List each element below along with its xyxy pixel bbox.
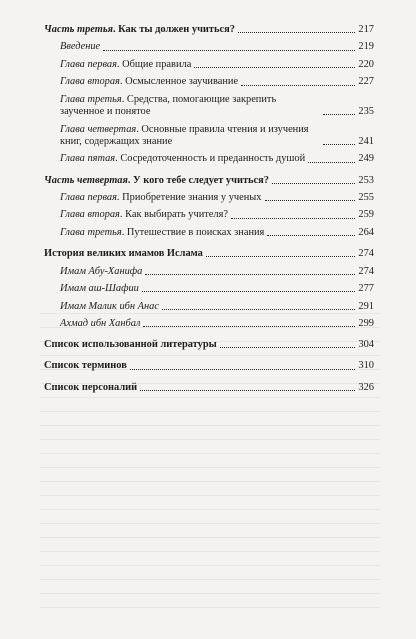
toc-entry-chapter[interactable] bbox=[44, 227, 374, 239]
toc-entry-imam[interactable] bbox=[44, 318, 374, 330]
toc-entry-imam[interactable] bbox=[44, 301, 374, 313]
dot-leader bbox=[206, 256, 356, 257]
toc-page: 253 bbox=[358, 174, 374, 186]
toc-page: 274 bbox=[358, 248, 374, 260]
dot-leader bbox=[267, 235, 355, 236]
toc-prefix: Список персоналий bbox=[44, 381, 138, 393]
dot-leader bbox=[143, 326, 355, 327]
toc-prefix: Список терминов bbox=[44, 360, 127, 372]
toc-page: 291 bbox=[358, 300, 374, 312]
toc-entry-imam[interactable] bbox=[44, 283, 374, 295]
toc-entry-persons[interactable] bbox=[44, 382, 374, 394]
toc-entry-part-four[interactable] bbox=[44, 175, 374, 187]
toc-prefix: Имам Абу-Ханифа bbox=[60, 265, 143, 277]
toc-title: . Сосредоточенность и преданность душой bbox=[115, 153, 306, 165]
dot-leader bbox=[265, 200, 356, 201]
toc-entry-chapter[interactable] bbox=[44, 192, 374, 204]
dot-leader bbox=[140, 390, 355, 391]
toc-prefix: Глава третья bbox=[60, 93, 122, 105]
toc-entry-bibliography[interactable] bbox=[44, 339, 374, 351]
toc-entry-imams-history[interactable] bbox=[44, 248, 374, 260]
toc-entry-chapter[interactable] bbox=[44, 76, 374, 88]
toc-prefix: Имам Малик ибн Анас bbox=[60, 300, 159, 312]
toc-title: . Путешествие в поисках знания bbox=[121, 226, 265, 238]
toc-page: 304 bbox=[358, 339, 374, 351]
toc-prefix: Имам аш-Шафии bbox=[60, 283, 139, 295]
toc-entry-chapter[interactable] bbox=[44, 94, 374, 119]
toc-title: . Средства, помогающие закрепить заученное и понятое bbox=[60, 93, 277, 118]
toc-prefix: Глава пятая bbox=[60, 153, 116, 165]
toc-title: . Как выбирать учителя? bbox=[119, 209, 228, 221]
toc-entry-chapter[interactable] bbox=[44, 209, 374, 221]
toc-page: 310 bbox=[358, 360, 374, 372]
toc-prefix: Глава вторая bbox=[60, 209, 120, 221]
toc-page: 255 bbox=[358, 191, 374, 203]
toc-entry-chapter[interactable] bbox=[44, 124, 374, 149]
toc-page: 249 bbox=[358, 153, 374, 165]
dot-leader bbox=[103, 50, 355, 51]
dot-leader bbox=[130, 369, 356, 370]
toc-page: 241 bbox=[358, 135, 374, 147]
toc-title: . Общие правила bbox=[116, 58, 192, 70]
dot-leader bbox=[238, 32, 355, 33]
toc-entry-chapter[interactable] bbox=[44, 153, 374, 165]
toc-prefix: История великих имамов Ислама bbox=[44, 248, 203, 260]
toc-title: . У кого тебе следует учиться? bbox=[127, 174, 269, 186]
toc-prefix: Список использованной литературы bbox=[44, 339, 217, 351]
dot-leader bbox=[220, 347, 356, 348]
toc-prefix: Глава первая bbox=[60, 191, 117, 203]
toc-prefix: Часть третья bbox=[44, 24, 113, 35]
toc-prefix: Глава вторая bbox=[60, 76, 120, 88]
toc-prefix: Глава третья bbox=[60, 226, 122, 238]
dot-leader bbox=[272, 183, 355, 184]
toc-prefix: Ахмад ибн Ханбал bbox=[60, 317, 141, 329]
toc-title: . Приобретение знания у ученых bbox=[116, 191, 262, 203]
toc-entry-chapter[interactable] bbox=[44, 59, 374, 71]
toc-page: 227 bbox=[358, 76, 374, 88]
dot-leader bbox=[323, 114, 355, 115]
toc-prefix: Введение bbox=[60, 41, 101, 53]
toc-prefix: Часть четвертая bbox=[44, 174, 128, 186]
dot-leader bbox=[323, 144, 355, 145]
dot-leader bbox=[145, 274, 355, 275]
toc-entry-imam[interactable] bbox=[44, 266, 374, 278]
toc-entry-part-three[interactable] bbox=[44, 24, 374, 36]
toc-title: . Основные правила чтения и изучения книг, содержащих знание bbox=[60, 123, 309, 147]
dot-leader bbox=[194, 67, 355, 68]
toc-page: 299 bbox=[358, 317, 374, 329]
toc-entry-introduction[interactable] bbox=[44, 41, 374, 53]
toc-page: 274 bbox=[358, 265, 374, 277]
toc-title: . Как ты должен учиться? bbox=[112, 24, 235, 35]
toc-page: 217 bbox=[358, 24, 374, 35]
toc-page: 326 bbox=[358, 381, 374, 393]
toc-prefix: Глава первая bbox=[60, 58, 117, 70]
dot-leader bbox=[142, 291, 356, 292]
toc-page: 277 bbox=[358, 283, 374, 295]
dot-leader bbox=[162, 309, 355, 310]
dot-leader bbox=[231, 218, 355, 219]
toc-page: 264 bbox=[358, 226, 374, 238]
toc-prefix: Глава четвертая bbox=[60, 123, 137, 135]
toc-title: . Осмысленное заучивание bbox=[119, 76, 239, 88]
toc-page: 235 bbox=[358, 106, 374, 118]
toc-page: 219 bbox=[358, 41, 374, 53]
table-of-contents bbox=[44, 24, 374, 399]
dot-leader bbox=[308, 162, 355, 163]
toc-page: 259 bbox=[358, 209, 374, 221]
toc-page: 220 bbox=[358, 58, 374, 70]
toc-entry-terms[interactable] bbox=[44, 360, 374, 372]
dot-leader bbox=[241, 85, 355, 86]
